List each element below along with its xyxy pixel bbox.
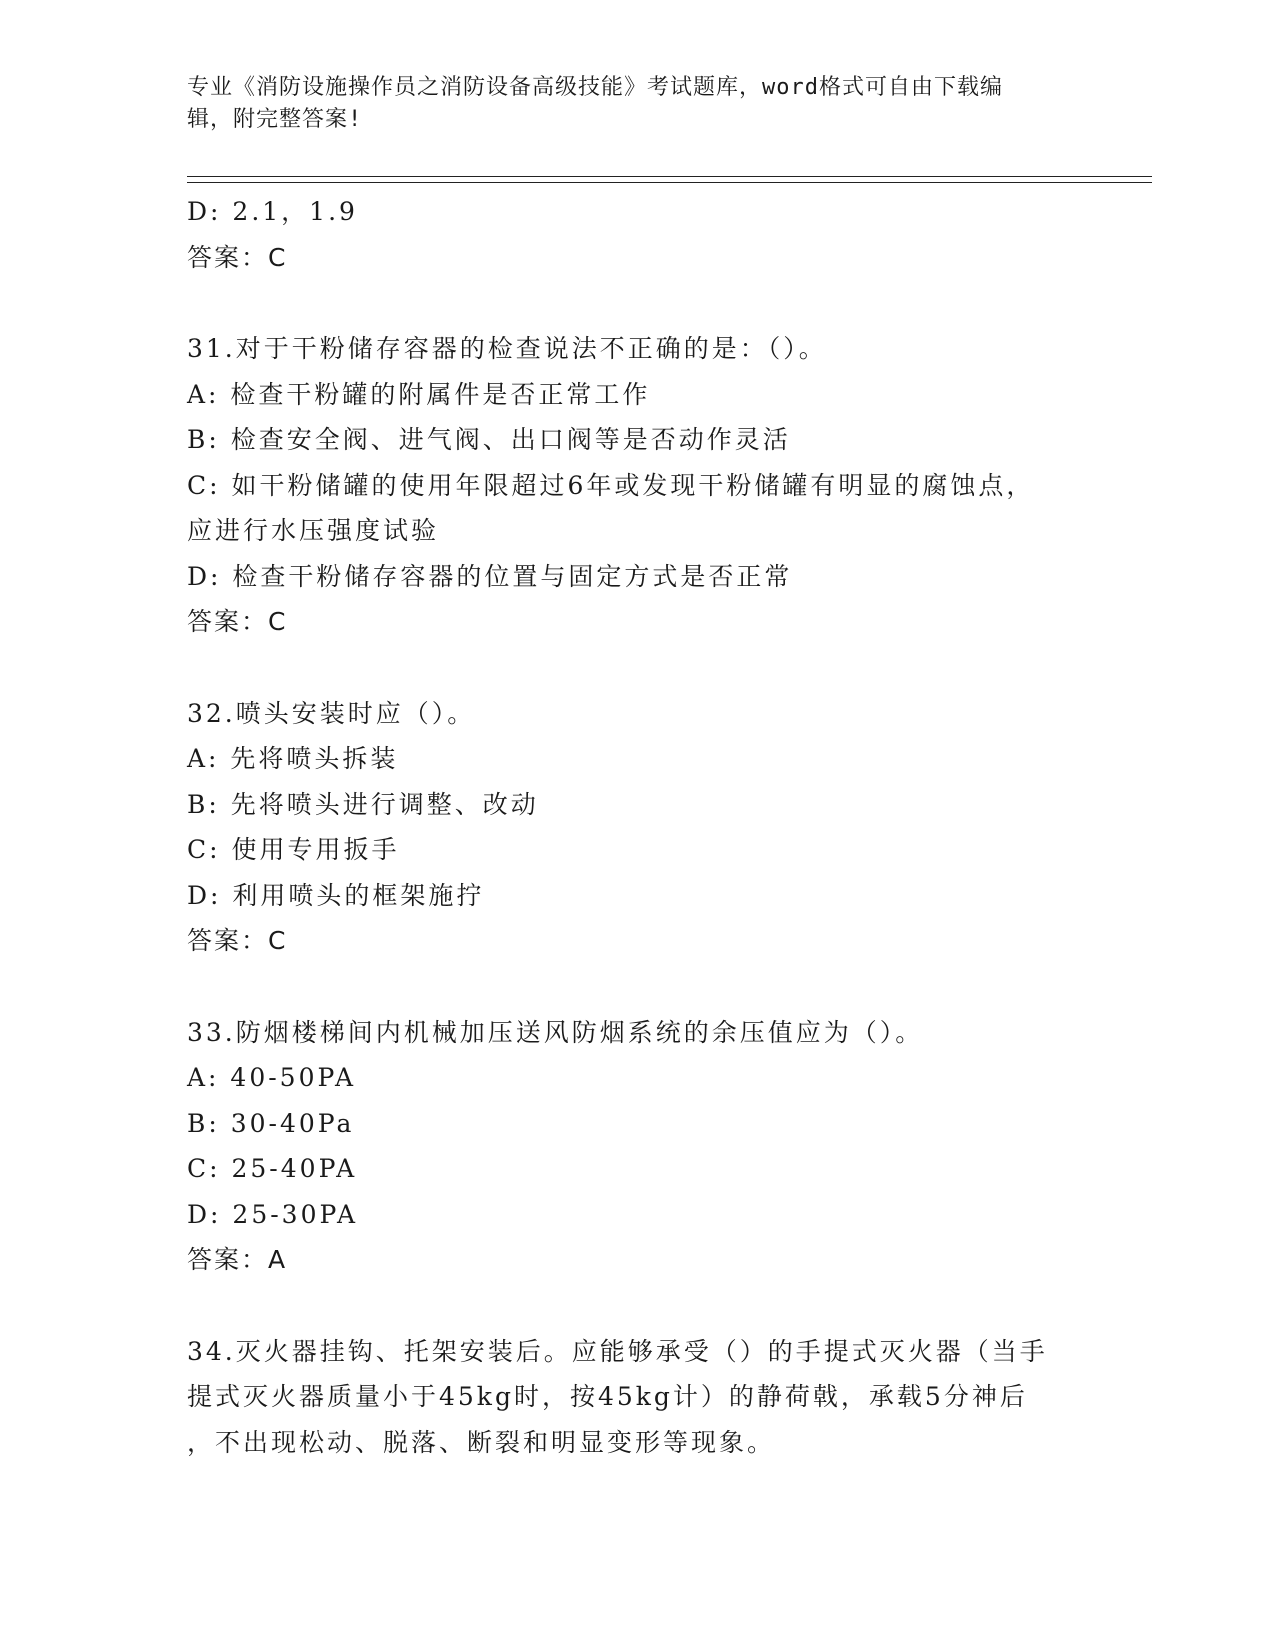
question-stem: 31.对于干粉储存容器的检查说法不正确的是：（）。 <box>187 334 827 363</box>
header-divider-bottom <box>187 182 1152 183</box>
question-stem-continued: ，不出现松动、脱落、断裂和明显变形等现象。 <box>187 1427 776 1457</box>
question-stem: 34.灭火器挂钩、托架安装后。应能够承受（）的手提式灭火器（当手 <box>187 1336 1048 1366</box>
option-a: A: 检查干粉罐的附属件是否正常工作 <box>187 379 651 409</box>
option-a: A: 40-50PA <box>187 1063 357 1092</box>
option-d: D: 利用喷头的框架施拧 <box>187 880 485 910</box>
option-d: D: 检查干粉储存容器的位置与固定方式是否正常 <box>187 561 793 591</box>
question-stem-continued: 提式灭火器质量小于45kg时，按45kg计）的静荷戟，承载5分神后 <box>187 1382 1028 1411</box>
option-b: B: 检查安全阀、进气阀、出口阀等是否动作灵活 <box>187 425 791 454</box>
option-b: B: 先将喷头进行调整、改动 <box>187 789 539 819</box>
option-c: C: 25-40PA <box>187 1154 358 1183</box>
option-c: C: 使用专用扳手 <box>187 835 400 864</box>
answer: 答案：C <box>187 926 288 955</box>
document-header <box>187 72 1067 136</box>
question-33 <box>187 1010 1087 1283</box>
answer: 答案：A <box>187 1245 288 1274</box>
prev-option-d: D: 2.1，1.9 <box>187 197 358 226</box>
option-d: D: 25-30PA <box>187 1199 359 1229</box>
option-c-continued: 应进行水压强度试验 <box>187 516 440 545</box>
answer: 答案：C <box>187 607 288 636</box>
option-b: B: 30-40Pa <box>187 1108 355 1138</box>
question-stem: 33.防烟楼梯间内机械加压送风防烟系统的余压值应为（）。 <box>187 1017 924 1047</box>
option-c: C: 如干粉储罐的使用年限超过6年或发现干粉储罐有明显的腐蚀点， <box>187 470 1035 500</box>
header-divider-top <box>187 176 1152 177</box>
question-stem: 32.喷头安装时应（）。 <box>187 698 476 728</box>
question-content <box>187 189 1087 1465</box>
question-34 <box>187 1329 1087 1466</box>
header-line-1: 专业《消防设施操作员之消防设备高级技能》考试题库，word格式可自由下载编 <box>187 75 1003 100</box>
question-32 <box>187 691 1087 964</box>
prev-answer: 答案：C <box>187 242 288 272</box>
option-a: A: 先将喷头拆装 <box>187 744 399 773</box>
header-line-2: 辑，附完整答案! <box>187 107 363 132</box>
question-31 <box>187 326 1087 645</box>
